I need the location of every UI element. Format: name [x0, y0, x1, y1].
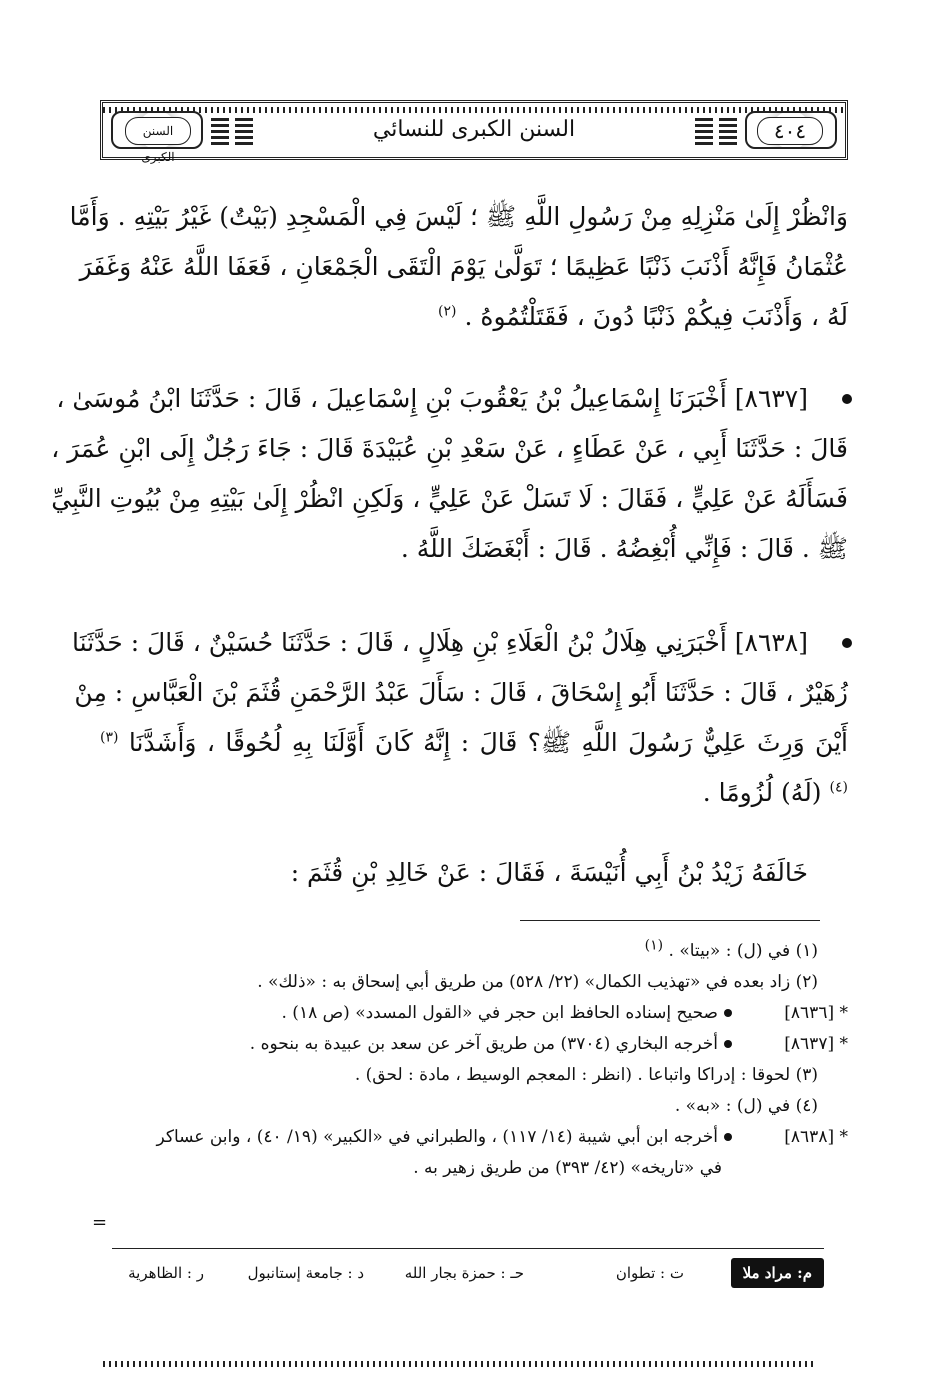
header-ornament-bar: [235, 115, 253, 145]
bullet-icon: [842, 394, 852, 404]
sigla-item: ر : الظاهرية: [128, 1264, 204, 1282]
bullet-icon: [724, 1133, 732, 1141]
text-line: [٨٦٣٧] أَخْبَرَنَا إِسْمَاعِيلُ بْنُ يَعْقُوبَ بْنِ إِسْمَاعِيلَ ، قَالَ : حَدَّثَنَا ابْنُ مُوسَىٰ ،: [56, 384, 808, 413]
bullet-icon: [842, 638, 852, 648]
text-line: [٨٦٣٨] أَخْبَرَنِي هِلَالُ بْنُ الْعَلَاءِ بْنِ هِلَالٍ ، قَالَ : حَدَّثَنَا حُسَيْنٌ ، قَالَ : حَدَّثَنَا: [72, 628, 808, 657]
takhrij-note: * [٨٦٣٦]صحيح إسناده الحافظ ابن حجر في «القول المسدد» (ص ١٨) .: [100, 998, 848, 1029]
footnote: (١) في (ل) : «بيتا» . $^{(١)}$: [644, 937, 818, 961]
header-ornament-bar: [719, 115, 737, 145]
text-line: ﷺ . قَالَ : فَإِنِّي أُبْغِضُهُ . قَالَ : أَبْغَضَكَ اللَّهُ .: [400, 534, 848, 563]
hadith-8638: [72, 618, 848, 818]
hadith-tag: * [٨٦٣٧]: [784, 1034, 848, 1054]
footnotes: [100, 936, 848, 1184]
text-line: قَالَ : حَدَّثَنَا أَبِي ، عَنْ عَطَاءٍ ، عَنْ سَعْدِ بْنِ عُبَيْدَةَ قَالَ : جَاءَ رَجُلٌ إِلَى ابْنِ عُمَرَ ،: [51, 434, 848, 463]
page-header: [100, 100, 848, 164]
page-title: السنن الكبرى للنسائي: [372, 117, 576, 142]
hadith-tag: * [٨٦٣٦]: [784, 1003, 848, 1023]
sigla-badge: م: مراد ملا: [731, 1258, 824, 1288]
footnote-ref: (١): [644, 937, 664, 954]
sigla-item: حـ : حمزة بجار الله: [404, 1264, 524, 1282]
continuation-mark: =: [92, 1212, 108, 1233]
text-line: $^{(٤)}$ (لَهُ) لُزُومًا .: [702, 778, 848, 807]
footnote-divider: [520, 920, 820, 921]
header-border-top: [103, 107, 845, 113]
footnote: (٢) زاد بعده في «تهذيب الكمال» (٢٢/ ٥٢٨) من طريق أبي إسحاق به : «ذلك» .: [257, 972, 818, 992]
footnote-ref: (٢): [438, 303, 457, 320]
text-line: عُثْمَانُ فَإِنَّهُ أَذْنَبَ ذَنْبًا عَظِيمًا ؛ تَوَلَّىٰ يَوْمَ الْتَقَى الْجَمْعَانِ ، فَعَفَا اللَّهُ عَنْهُ وَغَفَرَ: [79, 252, 848, 281]
sigla-item: د : جامعة إستانبول: [247, 1264, 364, 1282]
text-line: فَسَأَلَهُ عَنْ عَلِيٍّ ، فَقَالَ : لَا تَسَلْ عَنْ عَلِيٍّ ، وَلَكِنِ انْظُرْ إِلَىٰ بَيْتِهِ مِنْ بُيُوتِ النَّبِيِّ: [51, 484, 848, 513]
footnote-ref: (٤): [829, 779, 848, 796]
footnote-ref: (٣): [100, 729, 119, 746]
text-line: وَانْظُرْ إِلَىٰ مَنْزِلِهِ مِنْ رَسُولِ اللَّهِ ﷺ ؛ لَيْسَ فِي الْمَسْجِدِ (بَيْتٌ) غَيْرُ بَيْتِهِ . وَأَمَّا: [69, 202, 848, 231]
header-border-bottom: [103, 1361, 815, 1367]
paragraph-continuation: [69, 192, 848, 342]
text-line: أَيْنَ وَرِثَ عَلِيٌّ رَسُولَ اللَّهِ ﷺ؟ قَالَ : إِنَّهُ كَانَ أَوَّلَنَا بِهِ لُحُوقًا ، وَأَشَدَّنَا $^{(٣)}$: [100, 728, 848, 757]
takhrij-note: * [٨٦٣٧]أخرجه البخاري (٣٧٠٤) من طريق آخر عن سعد بن عبيدة به بنحوه .: [100, 1029, 848, 1060]
text-line: زُهَيْرٌ ، قَالَ : حَدَّثَنَا أَبُو إِسْحَاقَ ، قَالَ : سَأَلَ عَبْدُ الرَّحْمَنِ قُثَمَ بْنَ الْعَبَّاسِ : مِنْ: [74, 678, 848, 707]
sigla-item: ت : تطوان: [615, 1264, 684, 1282]
manuscript-sigla: [112, 1258, 824, 1288]
bottom-divider: [112, 1248, 824, 1249]
bullet-icon: [724, 1040, 732, 1048]
takhrij-note-continuation: في «تاريخه» (٤٢/ ٣٩٣) من طريق زهير به .: [413, 1158, 722, 1178]
hadith-tag: * [٨٦٣٨]: [784, 1127, 848, 1147]
text-line: لَهُ ، وَأَذْنَبَ فِيكُمْ ذَنْبًا دُونَ ، فَقَتَلْتُمُوهُ . $^{(٢)}$: [438, 302, 848, 331]
closing-line: [100, 848, 848, 898]
page-number: ٤٠٤: [757, 117, 823, 145]
takhrij-note: * [٨٦٣٨]أخرجه ابن أبي شيبة (١٤/ ١١٧) ، والطبراني في «الكبير» (١٩/ ٤٠) ، وابن عساكر: [100, 1122, 848, 1153]
footnote: (٤) في (ل) : «به» .: [674, 1096, 818, 1116]
header-ornament-bar: [695, 115, 713, 145]
footnote: (٣) لحوقا : إدراكا واتباعا . (انظر : المعجم الوسيط ، مادة : لحق) .: [354, 1065, 818, 1085]
text-line: خَالَفَهُ زَيْدُ بْنُ أَبِي أُنَيْسَةَ ، فَقَالَ : عَنْ خَالِدِ بْنِ قُثَمَ :: [290, 858, 808, 887]
header-ornament-bar: [211, 115, 229, 145]
hadith-8637: [51, 374, 848, 574]
bullet-icon: [724, 1009, 732, 1017]
header-emblem: السنن الكبرى: [125, 117, 191, 145]
